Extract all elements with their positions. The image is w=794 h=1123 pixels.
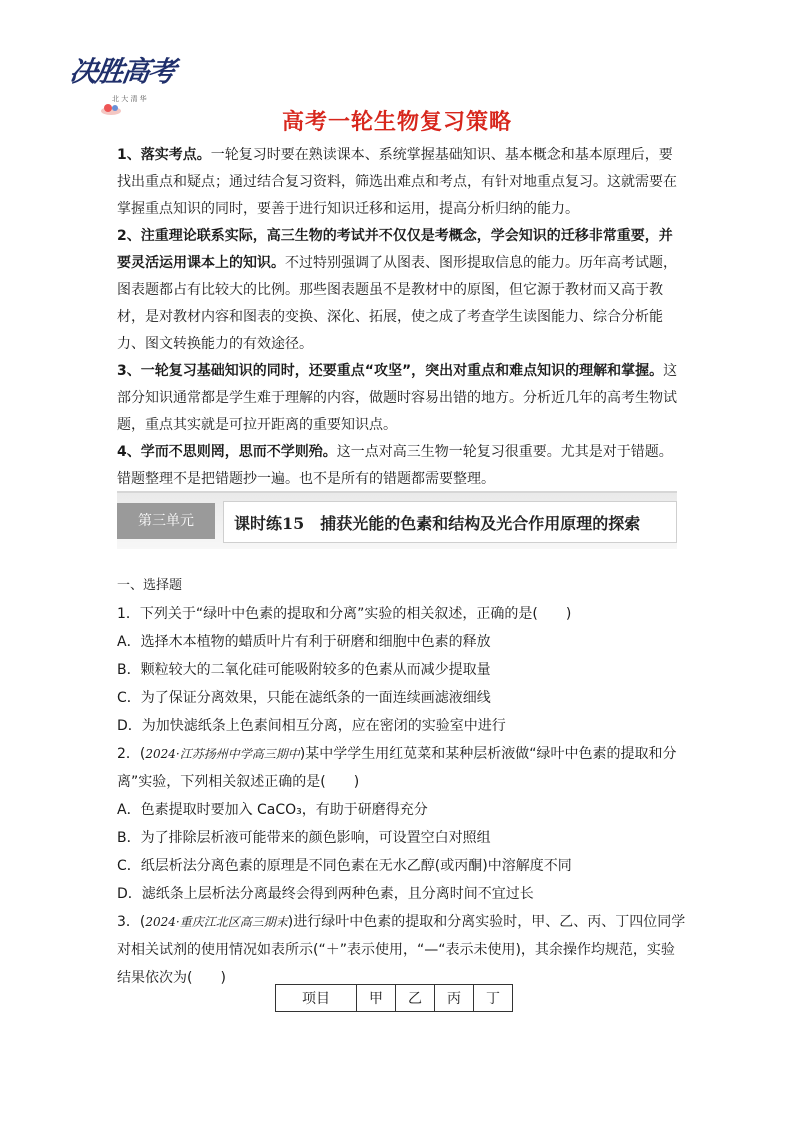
table-header-cell: 项目 xyxy=(276,985,357,1012)
strategy-lead: 4、学而不思则罔，思而不学则殆。 xyxy=(117,444,337,460)
strategy-body: 不过特别强调了从图表、图形提取信息的能力。历年高考试题，图表题都占有比较大的比例。那些图表题虽不是教材中的原图，但它源于教材而又高于教材，是对教材内容和图表的变换、深化、拓展，使之成了考查学生读图能力、综合分析能力、图文转换能力的有效途径。 xyxy=(117,255,677,352)
option-c: C．纸层析法分离色素的原理是不同色素在无水乙醇(或丙酮)中溶解度不同 xyxy=(117,858,572,874)
lesson-title: 课时练15 捕获光能的色素和结构及光合作用原理的探索 xyxy=(234,514,641,533)
strategy-body: 这部分知识通常都是学生难于理解的内容，做题时容易出错的地方。分析近几年的高考生物试题，重点其实就是可拉开距离的重要知识点。 xyxy=(117,363,678,433)
option-b: B．颗粒较大的二氧化硅可能吸附较多的色素从而减少提取量 xyxy=(117,662,491,678)
strategy-lead: 2、注重理论联系实际，高三生物的考试并不仅仅是考概念，学会知识的迁移非常重要，并要灵活运用课本上的知识。 xyxy=(117,228,673,271)
strategy-item xyxy=(117,142,679,223)
section-title: 一、选择题 xyxy=(117,578,183,593)
table-header-cell: 丁 xyxy=(474,985,513,1012)
option-a: A．选择木本植物的蜡质叶片有利于研磨和细胞中色素的释放 xyxy=(117,634,491,650)
unit-tag: 第三单元 xyxy=(117,503,215,539)
table-header-cell: 乙 xyxy=(396,985,435,1012)
option-c: C．为了保证分离效果，只能在滤纸条的一面连续画滤液细线 xyxy=(117,690,491,706)
reagent-table xyxy=(275,984,513,1012)
question-2 xyxy=(117,740,687,908)
option-d: D．滤纸条上层析法分离最终会得到两种色素，且分离时间不宜过长 xyxy=(117,886,534,902)
option-a: A．色素提取时要加入 CaCO₃，有助于研磨得充分 xyxy=(117,802,428,818)
strategy-item xyxy=(117,358,679,439)
table-header-row xyxy=(276,985,513,1012)
option-d: D．为加快滤纸条上色素间相互分离，应在密闭的实验室中进行 xyxy=(117,718,506,734)
logo-text: 决胜高考 xyxy=(67,55,177,88)
strategy-item xyxy=(117,223,679,358)
question-source: 2024·重庆江北区高三期末 xyxy=(145,915,288,929)
strategy-body: 一轮复习时要在熟读课本、系统掌握基础知识、基本概念和基本原理后，要找出重点和疑点；通过结合复习资料，筛选出难点和考点，有针对地重点复习。这就需要在掌握重点知识的同时，要善于进行知识迁移和运用，提高分析归纳的能力。 xyxy=(117,147,677,217)
table-header-cell: 丙 xyxy=(435,985,474,1012)
page-title: 高考一轮生物复习策略 xyxy=(281,110,512,135)
question-stem: 1．下列关于“绿叶中色素的提取和分离”实验的相关叙述，正确的是( ) xyxy=(117,606,572,622)
strategy-lead: 1、落实考点。 xyxy=(117,147,211,163)
strategy-lead: 3、一轮复习基础知识的同时，还要重点“攻坚”，突出对重点和难点知识的理解和掌握。 xyxy=(117,363,664,379)
logo-subtitle: 北 大 清 华 xyxy=(112,95,147,103)
lesson-banner xyxy=(117,491,677,549)
question-3 xyxy=(117,908,687,992)
lesson-title-box xyxy=(223,501,677,543)
strategy-section xyxy=(117,142,679,493)
question-stem: 2．(2024·江苏扬州中学高三期中)某中学学生用红苋菜和某种层析液做“绿叶中色素的提取和分离”实验，下列相关叙述正确的是( ) xyxy=(117,746,677,790)
strategy-item xyxy=(117,439,679,493)
question-source: 2024·江苏扬州中学高三期中 xyxy=(145,747,300,761)
question-1 xyxy=(117,600,687,740)
question-stem: 3．(2024·重庆江北区高三期末)进行绿叶中色素的提取和分离实验时，甲、乙、丙、丁四位同学对相关试剂的使用情况如表所示(“＋”表示使用，“—“表示未使用)，其余操作均规范，实验结果依次为( ) xyxy=(117,914,686,986)
table-header-cell: 甲 xyxy=(357,985,396,1012)
option-b: B．为了排除层析液可能带来的颜色影响，可设置空白对照组 xyxy=(117,830,491,846)
question-section xyxy=(117,574,687,992)
strategy-body: 这一点对高三生物一轮复习很重要。尤其是对于错题。错题整理不是把错题抄一遍。也不是所有的错题都需要整理。 xyxy=(117,444,673,487)
